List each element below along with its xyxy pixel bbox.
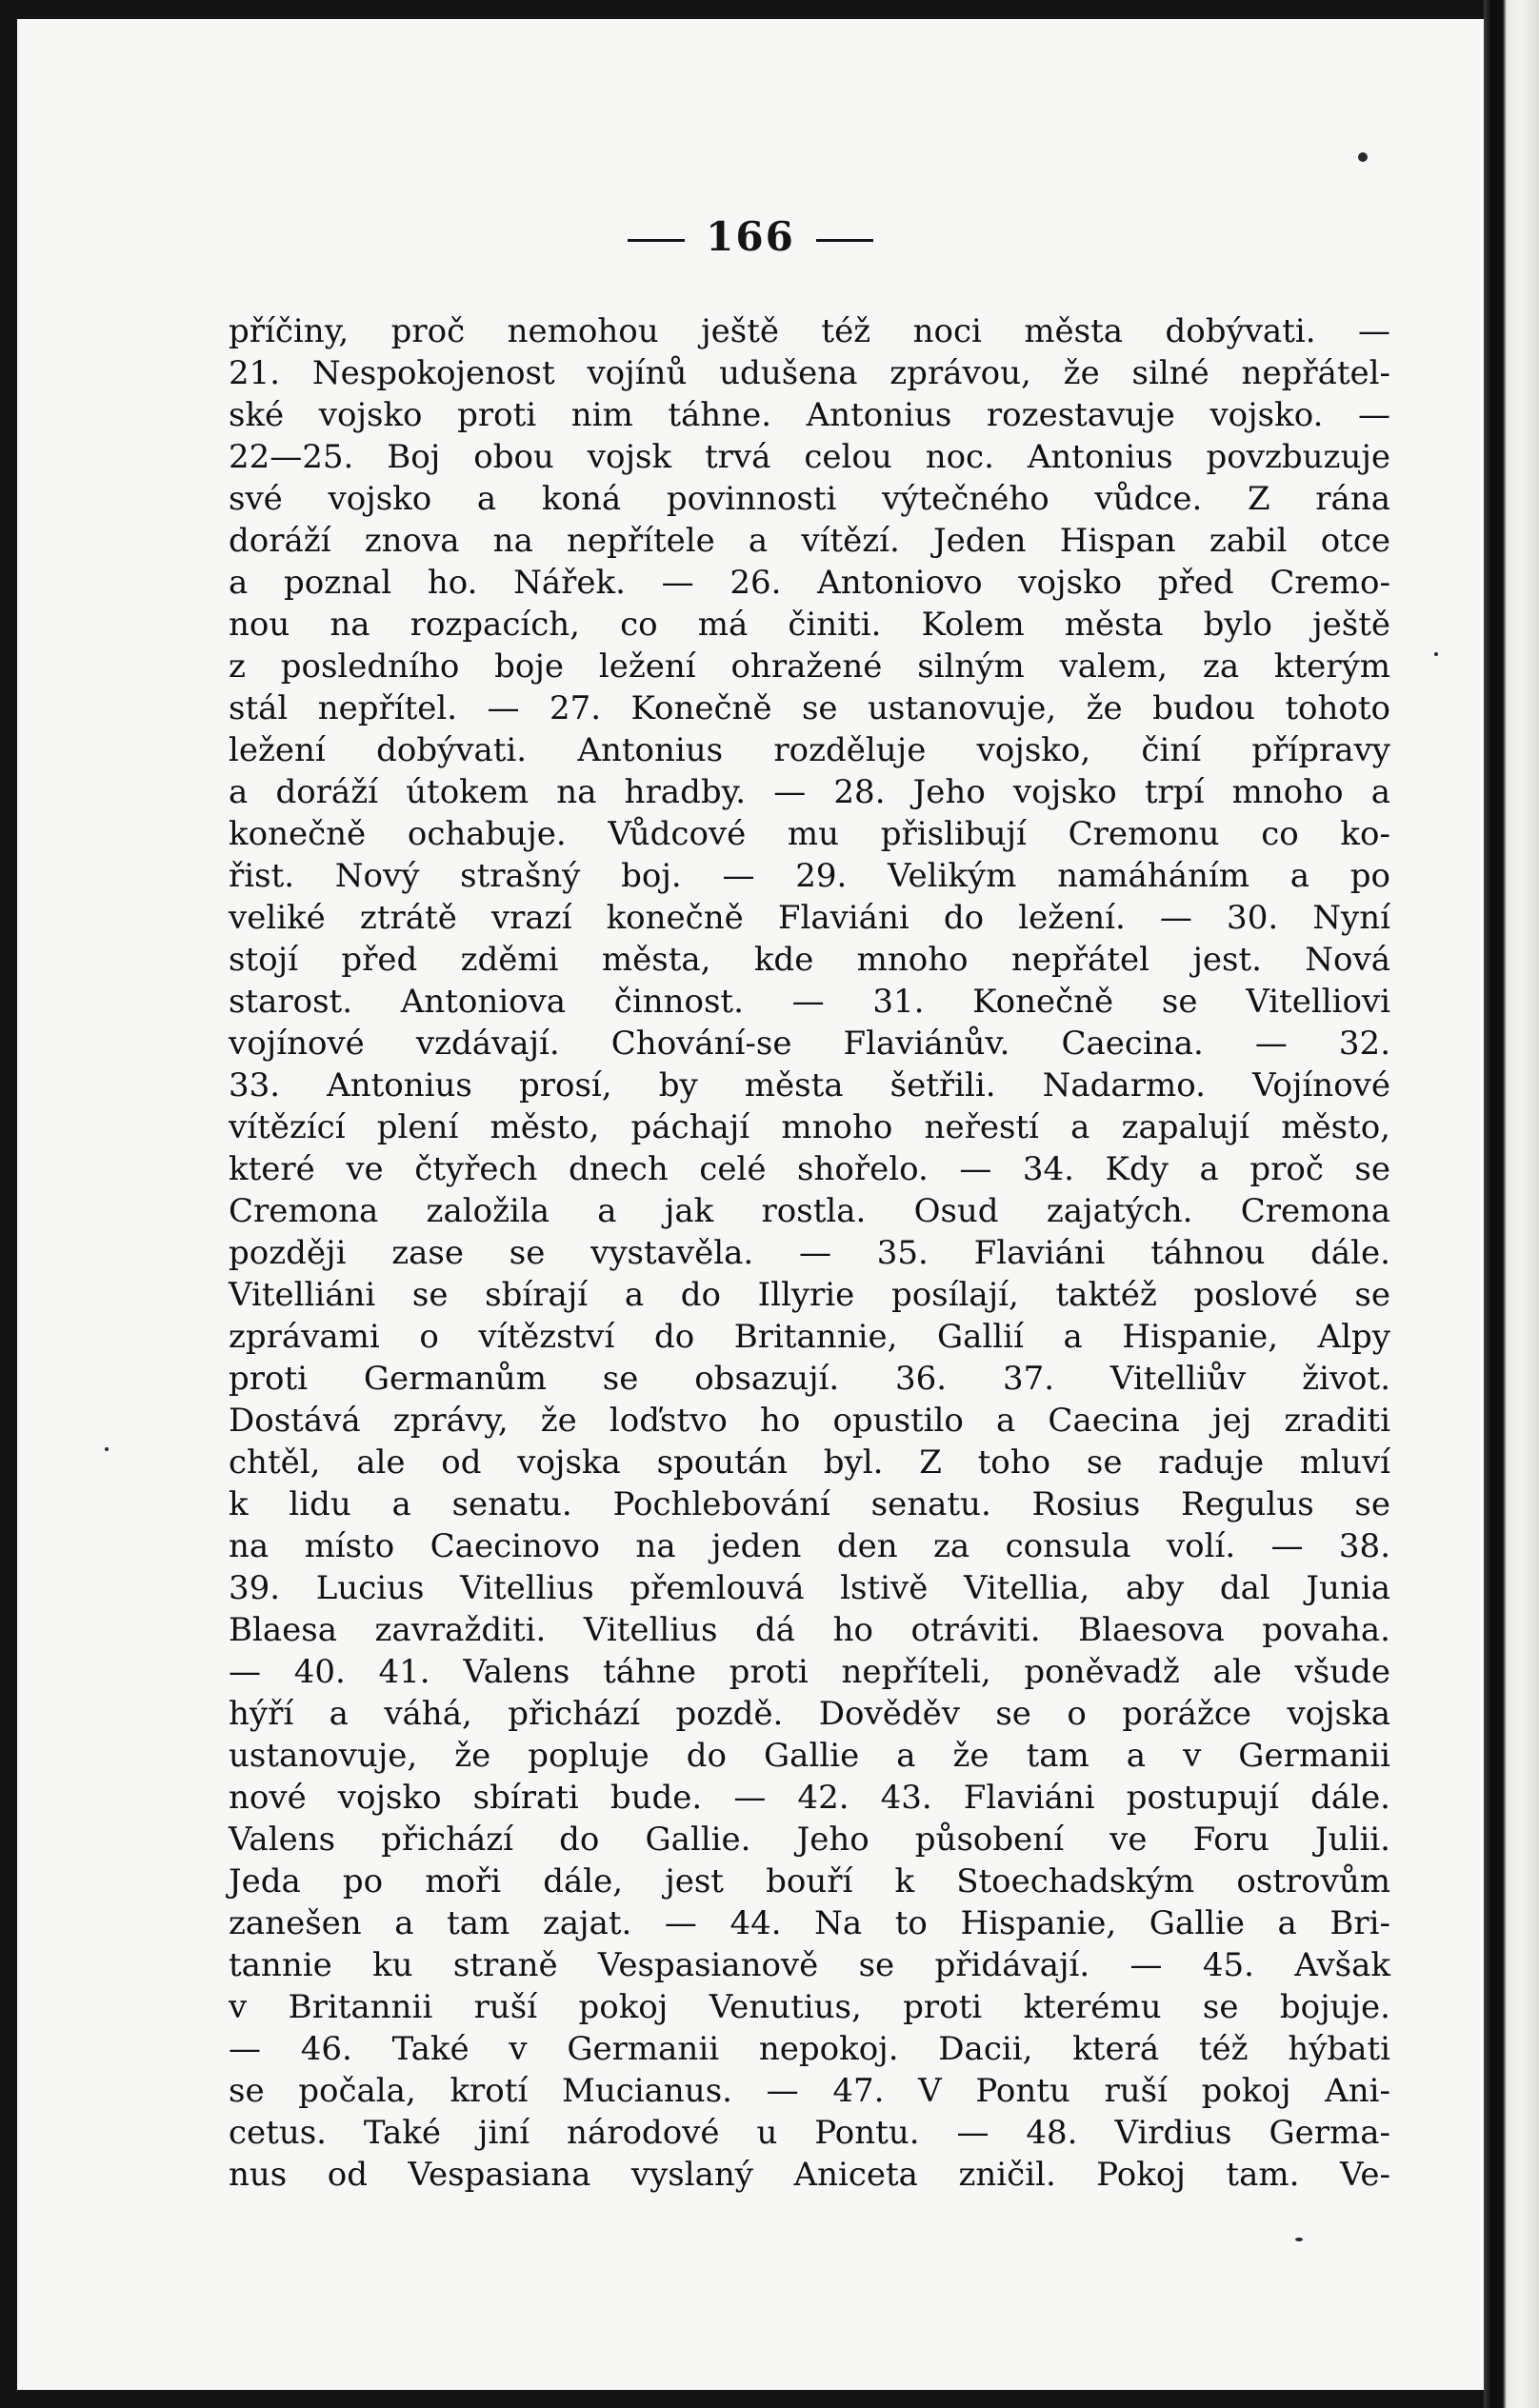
text-line: hýří a váhá, přichází pozdě. Dověděv se o porážce vojska <box>229 1695 1390 1733</box>
text-line: Jeda po moři dále, jest bouří k Stoechadským ostrovům <box>229 1862 1390 1901</box>
text-line: tannie ku straně Vespasianově se přidávají. — 45. Avšak <box>229 1946 1390 1984</box>
text-line: starost. Antoniova činnost. — 31. Konečně se Vitelliovi <box>229 983 1390 1021</box>
text-line: Cremona založila a jak rostla. Osud zajatých. Cremona <box>229 1192 1390 1230</box>
body-text <box>229 310 1390 2196</box>
text-line: později zase se vystavěla. — 35. Flaviáni táhnou dále. <box>229 1234 1390 1272</box>
text-line: nové vojsko sbírati bude. — 42. 43. Flaviáni postupují dále. <box>229 1779 1390 1817</box>
text-line: z posledního boje ležení ohražené silným valem, za kterým <box>229 647 1390 686</box>
ink-speck <box>1295 2238 1303 2241</box>
text-line: na místo Caecinovo na jeden den za consula volí. — 38. <box>229 1527 1390 1565</box>
text-line: veliké ztrátě vrazí konečně Flaviáni do ležení. — 30. Nyní <box>229 899 1390 937</box>
text-line: ské vojsko proti nim táhne. Antonius rozestavuje vojsko. — <box>229 396 1390 434</box>
text-line: 21. Nespokojenost vojínů udušena zprávou, že silné nepřátel- <box>229 354 1390 392</box>
text-line: cetus. Také jiní národové u Pontu. — 48. Virdius Germa- <box>229 2114 1390 2152</box>
text-line: zprávami o vítězství do Britannie, Gallií a Hispanie, Alpy <box>229 1318 1390 1356</box>
text-line: se počala, krotí Mucianus. — 47. V Pontu ruší pokoj Ani- <box>229 2072 1390 2110</box>
text-line: Blaesa zavražditi. Vitellius dá ho otráviti. Blaesova povaha. <box>229 1611 1390 1649</box>
text-line: chtěl, ale od vojska spoután byl. Z toho se raduje mluví <box>229 1443 1390 1482</box>
ink-speck <box>105 1447 109 1451</box>
text-line: a poznal ho. Nářek. — 26. Antoniovo vojsko před Cremo- <box>229 564 1390 602</box>
text-line: — 40. 41. Valens táhne proti nepříteli, poněvadž ale všude <box>229 1653 1390 1691</box>
text-line: doráží znova na nepřítele a vítězí. Jeden Hispan zabil otce <box>229 522 1390 560</box>
text-line: vítězící plení město, páchají mnoho neřestí a zapalují město, <box>229 1108 1390 1146</box>
text-line: a doráží útokem na hradby. — 28. Jeho vojsko trpí mnoho a <box>229 773 1390 811</box>
text-line: 33. Antonius prosí, by města šetřili. Nadarmo. Vojínové <box>229 1066 1390 1104</box>
text-line: příčiny, proč nemohou ještě též noci města dobývati. — <box>229 312 1390 350</box>
text-line: konečně ochabuje. Vůdcové mu přislibují Cremonu co ko- <box>229 815 1390 853</box>
text-line: ustanovuje, že popluje do Gallie a že tam a v Germanii <box>229 1737 1390 1775</box>
ink-speck <box>1434 652 1438 656</box>
text-line: v Britannii ruší pokoj Venutius, proti kterému se bojuje. <box>229 1988 1390 2026</box>
text-line: zanešen a tam zajat. — 44. Na to Hispanie, Gallie a Bri- <box>229 1904 1390 1942</box>
page-edge-shadow <box>1484 0 1539 2408</box>
text-line: — 46. Také v Germanii nepokoj. Dacii, která též hýbati <box>229 2030 1390 2068</box>
text-line: 22—25. Boj obou vojsk trvá celou noc. Antonius povzbuzuje <box>229 438 1390 476</box>
text-line: nou na rozpacích, co má činiti. Kolem města bylo ještě <box>229 606 1390 644</box>
book-page <box>17 19 1484 2390</box>
text-line: vojínové vzdávají. Chování-se Flaviánův. Caecina. — 32. <box>229 1025 1390 1063</box>
text-line: k lidu a senatu. Pochlebování senatu. Rosius Regulus se <box>229 1485 1390 1523</box>
text-line: Valens přichází do Gallie. Jeho působení ve Foru Julii. <box>229 1821 1390 1859</box>
text-line: stojí před zděmi města, kde mnoho nepřátel jest. Nová <box>229 941 1390 979</box>
text-line: ležení dobývati. Antonius rozděluje vojsko, činí přípravy <box>229 731 1390 769</box>
text-line: které ve čtyřech dnech celé shořelo. — 34. Kdy a proč se <box>229 1150 1390 1188</box>
page-header <box>17 213 1484 260</box>
text-line: proti Germanům se obsazují. 36. 37. Vitelliův život. <box>229 1360 1390 1398</box>
ink-speck <box>1358 152 1368 162</box>
text-line: 39. Lucius Vitellius přemlouvá lstivě Vitellia, aby dal Junia <box>229 1569 1390 1607</box>
text-line: nus od Vespasiana vyslaný Aniceta zničil. Pokoj tam. Ve- <box>229 2156 1390 2194</box>
text-line: Dostává zprávy, že loďstvo ho opustilo a Caecina jej zraditi <box>229 1402 1390 1440</box>
text-line: řist. Nový strašný boj. — 29. Velikým namáháním a po <box>229 857 1390 895</box>
text-line: stál nepřítel. — 27. Konečně se ustanovuje, že budou tohoto <box>229 689 1390 727</box>
page-number: 166 <box>706 213 795 260</box>
text-line: Vitelliáni se sbírají a do Illyrie posílají, taktéž poslové se <box>229 1276 1390 1314</box>
text-line: své vojsko a koná povinnosti výtečného vůdce. Z rána <box>229 480 1390 518</box>
header-dash-right <box>816 239 873 242</box>
header-dash-left <box>628 239 685 242</box>
